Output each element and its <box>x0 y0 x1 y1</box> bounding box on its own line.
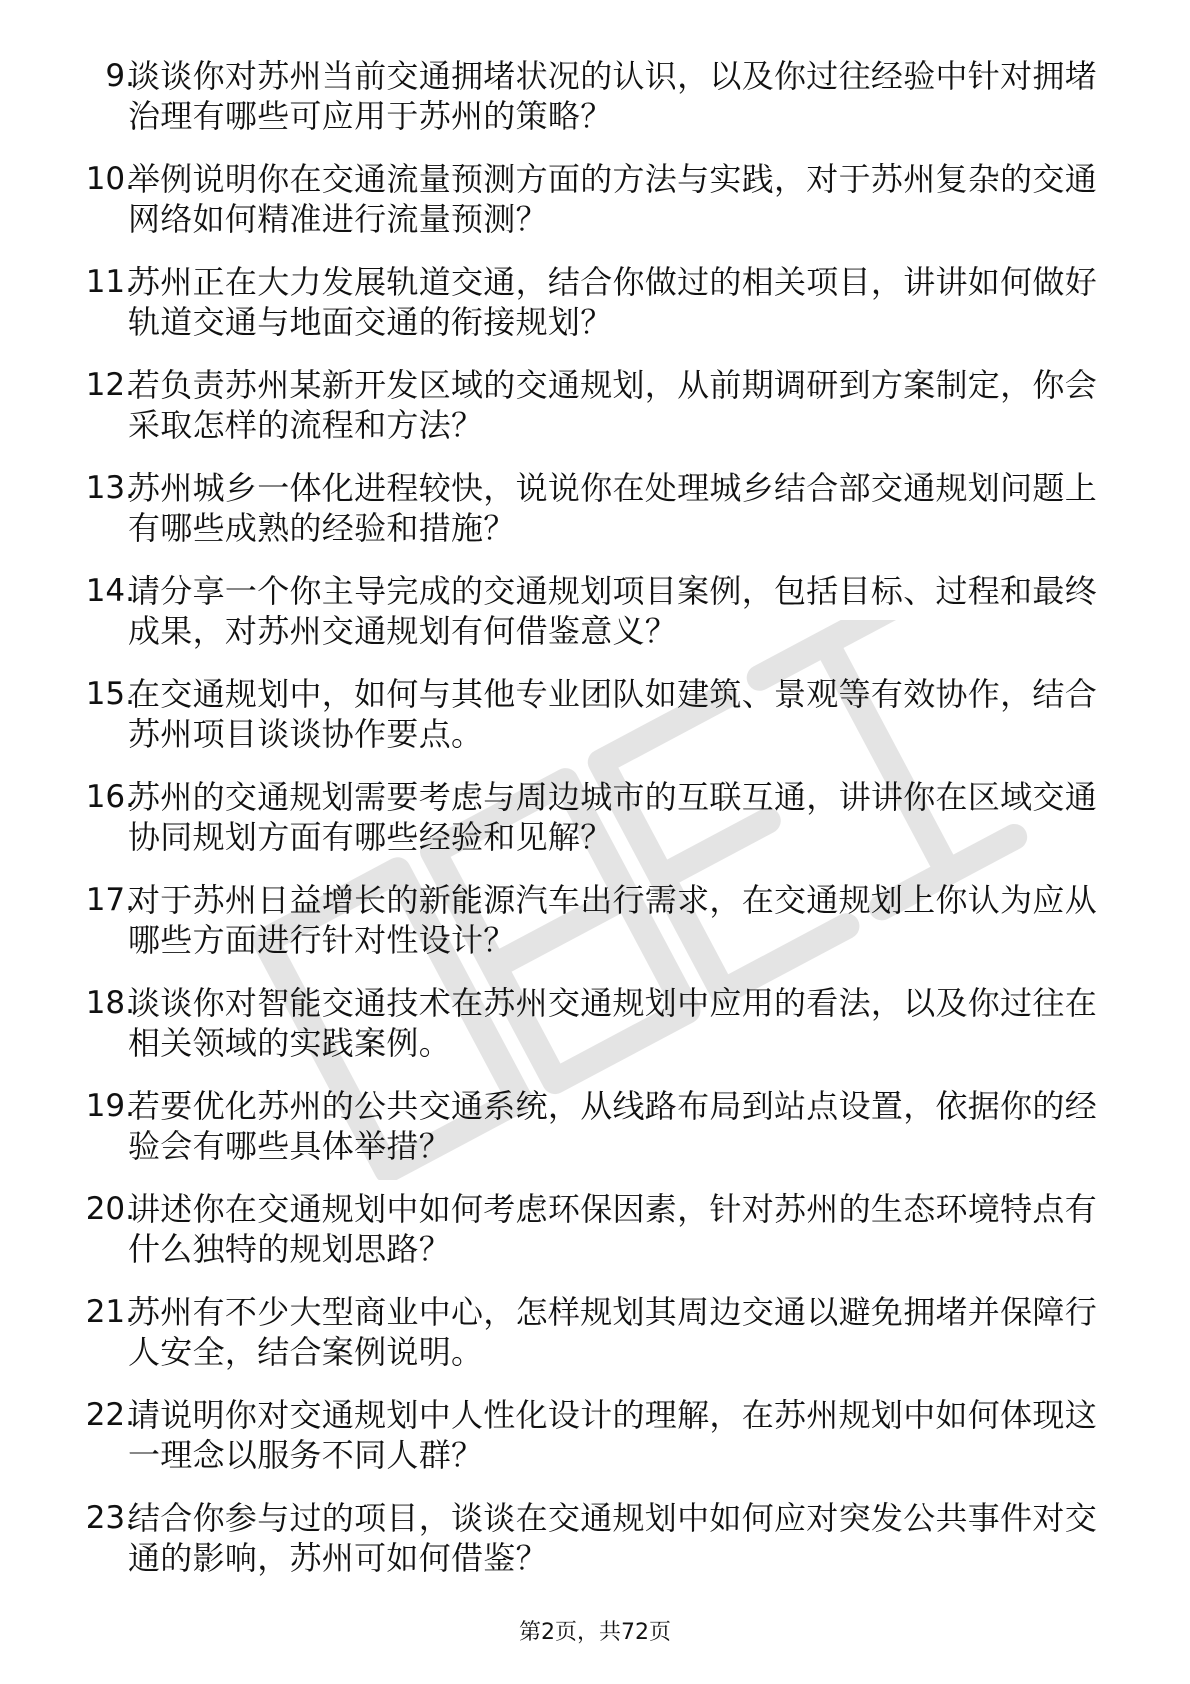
question-text: 谈谈你对苏州当前交通拥堵状况的认识，以及你过往经验中针对拥堵治理有哪些可应用于苏州的策略？ <box>128 57 1098 135</box>
question-text: 苏州的交通规划需要考虑与周边城市的互联互通，讲讲你在区域交通协同规划方面有哪些经验和见解？ <box>128 778 1098 856</box>
question-item <box>0 1082 1190 1182</box>
question-number: 14. <box>85 573 135 609</box>
question-item <box>0 670 1190 770</box>
question-text: 若负责苏州某新开发区域的交通规划，从前期调研到方案制定，你会采取怎样的流程和方法？ <box>128 366 1098 444</box>
question-number: 11. <box>85 264 135 300</box>
question-number: 22. <box>85 1397 135 1433</box>
question-text: 对于苏州日益增长的新能源汽车出行需求，在交通规划上你认为应从哪些方面进行针对性设计？ <box>128 881 1098 959</box>
question-text: 结合你参与过的项目，谈谈在交通规划中如何应对突发公共事件对交通的影响，苏州可如何借鉴？ <box>128 1499 1098 1577</box>
question-number: 19. <box>85 1088 135 1124</box>
question-item <box>0 1494 1190 1594</box>
question-number: 9. <box>105 58 135 94</box>
question-item <box>0 567 1190 667</box>
question-item <box>0 1288 1190 1388</box>
question-number: 12. <box>85 367 135 403</box>
question-text: 讲述你在交通规划中如何考虑环保因素，针对苏州的生态环境特点有什么独特的规划思路？ <box>128 1190 1098 1268</box>
question-text: 苏州城乡一体化进程较快，说说你在处理城乡结合部交通规划问题上有哪些成熟的经验和措施？ <box>128 469 1098 547</box>
question-list <box>0 52 1190 1597</box>
question-item <box>0 464 1190 564</box>
question-item <box>0 258 1190 358</box>
question-text: 谈谈你对智能交通技术在苏州交通规划中应用的看法，以及你过往在相关领域的实践案例。 <box>128 984 1098 1062</box>
question-item <box>0 155 1190 255</box>
question-number: 17. <box>85 882 135 918</box>
question-item <box>0 52 1190 152</box>
question-number: 13. <box>85 470 135 506</box>
question-number: 21. <box>85 1294 135 1330</box>
question-number: 16. <box>85 779 135 815</box>
question-item <box>0 1185 1190 1285</box>
question-text: 请分享一个你主导完成的交通规划项目案例，包括目标、过程和最终成果，对苏州交通规划有何借鉴意义？ <box>128 572 1098 650</box>
question-text: 在交通规划中，如何与其他专业团队如建筑、景观等有效协作，结合苏州项目谈谈协作要点。 <box>128 675 1098 753</box>
question-number: 23. <box>85 1500 135 1536</box>
question-item <box>0 361 1190 461</box>
question-text: 苏州正在大力发展轨道交通，结合你做过的相关项目，讲讲如何做好轨道交通与地面交通的衔接规划？ <box>128 263 1098 341</box>
question-number: 20. <box>85 1191 135 1227</box>
question-number: 10. <box>85 161 135 197</box>
question-text: 举例说明你在交通流量预测方面的方法与实践，对于苏州复杂的交通网络如何精准进行流量预测？ <box>128 160 1098 238</box>
page-number-label: 第2页，共72页 <box>519 1620 671 1645</box>
question-text: 苏州有不少大型商业中心，怎样规划其周边交通以避免拥堵并保障行人安全，结合案例说明。 <box>128 1293 1098 1371</box>
question-number: 18. <box>85 985 135 1021</box>
question-item <box>0 979 1190 1079</box>
question-text: 请说明你对交通规划中人性化设计的理解，在苏州规划中如何体现这一理念以服务不同人群？ <box>128 1396 1098 1474</box>
question-item <box>0 773 1190 873</box>
question-number: 15. <box>85 676 135 712</box>
page-footer <box>0 1615 1190 1646</box>
question-item <box>0 1391 1190 1491</box>
question-item <box>0 876 1190 976</box>
question-text: 若要优化苏州的公共交通系统，从线路布局到站点设置，依据你的经验会有哪些具体举措？ <box>128 1087 1098 1165</box>
